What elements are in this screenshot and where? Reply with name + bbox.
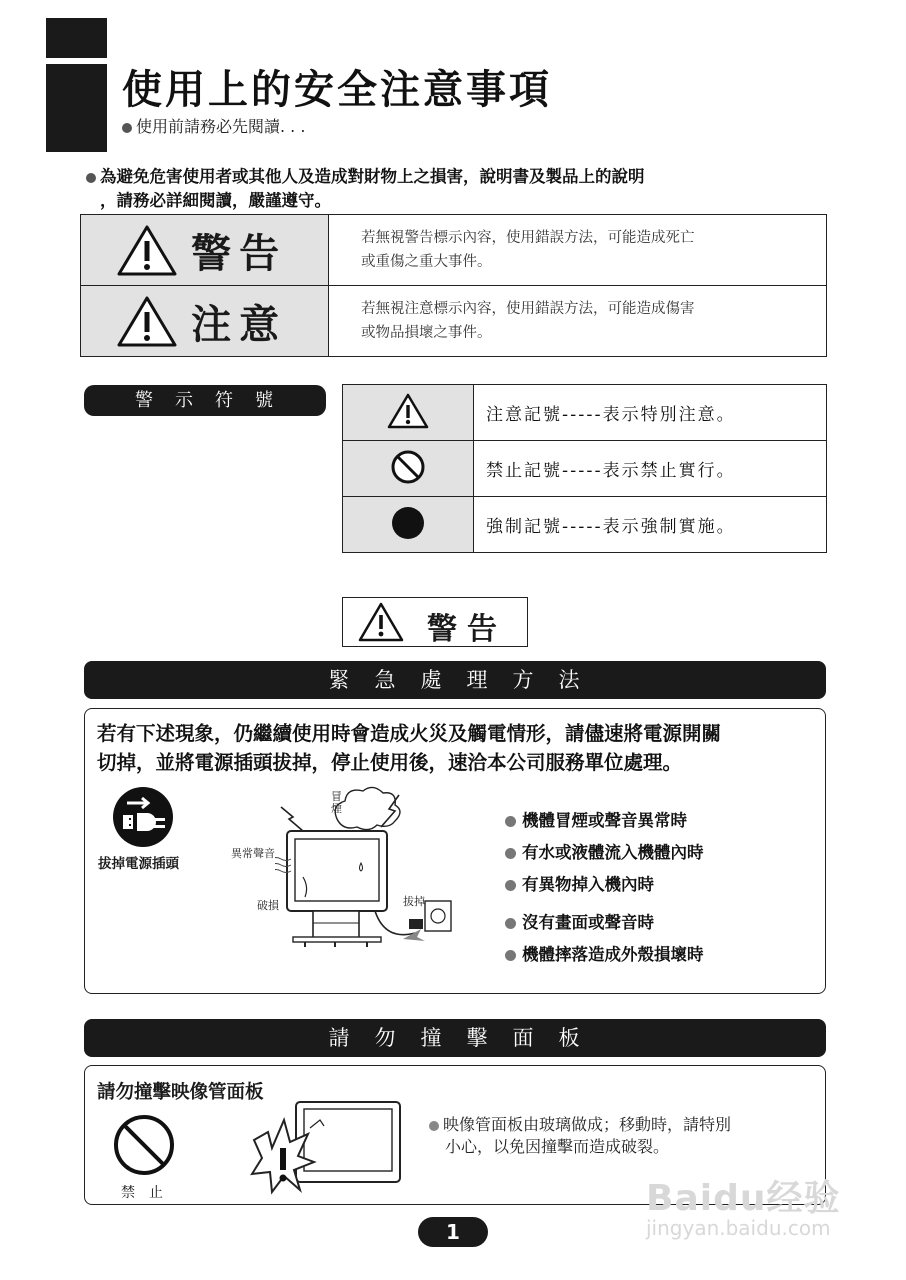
- level-row-caution: [81, 286, 827, 357]
- page-title: 使用上的安全注意事項: [122, 67, 552, 113]
- bullet-icon: [505, 848, 516, 859]
- emergency-instructions: 若有下述現象，仍繼續使用時會造成火災及觸電情形，請儘速將電源開關 切掉，並將電源插頭拔掉，停止使用後，速洽本公司服務單位處理。: [97, 722, 722, 774]
- tv-noise-label: 異常聲音: [231, 847, 275, 860]
- tv-damage-label: 破損: [257, 899, 279, 912]
- intro-text: [86, 165, 645, 213]
- unplug-label: 拔掉電源插頭: [98, 856, 179, 872]
- level-row-warning: [81, 215, 827, 286]
- symbols-table: [342, 384, 827, 553]
- symbols-heading: 警 示 符 號: [84, 385, 326, 416]
- page-number: 1: [418, 1217, 488, 1247]
- bullet-icon: [505, 880, 516, 891]
- warning-badge: [342, 597, 528, 647]
- level-label-cell: [81, 286, 329, 357]
- emergency-heading: 緊 急 處 理 方 法: [84, 661, 826, 699]
- symbol-description: 禁止記號-----表示禁止實行。: [474, 441, 827, 497]
- level-label-cell: [81, 215, 329, 286]
- warning-triangle-icon: [386, 392, 430, 430]
- header-tab-bar: [46, 64, 107, 152]
- panel-heading: 請 勿 撞 擊 面 板: [84, 1019, 826, 1057]
- page-subtitle: [122, 114, 305, 137]
- warning-levels-table: [80, 214, 827, 357]
- watermark-url: jingyan.baidu.com: [646, 1216, 831, 1240]
- tv-unplug-label: 拔掉: [403, 895, 425, 908]
- watermark-brand: Baidu经验: [646, 1178, 841, 1219]
- level-label: 警告: [191, 230, 288, 277]
- bullet-icon: [429, 1121, 439, 1131]
- level-label: 注意: [191, 301, 288, 348]
- warning-badge-label: 警告: [427, 612, 507, 647]
- panel-note: 映像管面板由玻璃做成；移動時，請特別 小心，以免因撞擊而造成破裂。: [429, 1114, 731, 1158]
- symbol-description: 強制記號-----表示強制實施。: [474, 497, 827, 553]
- symbol-row: [343, 385, 827, 441]
- warning-triangle-icon: [116, 223, 178, 277]
- list-item: 有水或液體流入機體內時: [505, 839, 704, 863]
- prohibition-icon: [111, 1112, 177, 1178]
- list-item: 機體摔落造成外殼損壞時: [505, 941, 704, 965]
- list-item: 沒有畫面或聲音時: [505, 909, 704, 933]
- symbol-row: [343, 497, 827, 553]
- monitor-impact-illustration: [250, 1100, 410, 1200]
- header-tab-top: [46, 18, 107, 58]
- bullet-icon: [86, 173, 96, 183]
- symptom-list: [505, 807, 704, 973]
- symbol-description: 注意記號-----表示特別注意。: [474, 385, 827, 441]
- tv-hazard-illustration: [275, 779, 465, 949]
- panel-subheading: 請勿撞擊映像管面板: [97, 1082, 264, 1103]
- intro-line-1: 為避免危害使用者或其他人及造成對財物上之損害，說明書及製品上的說明: [86, 165, 645, 189]
- emergency-box: [84, 708, 826, 994]
- symbol-row: [343, 441, 827, 497]
- prohibit-label: 禁 止: [121, 1185, 163, 1201]
- subtitle-text: 使用前請務必先閱讀. . .: [136, 117, 306, 136]
- level-description: 若無視注意標示內容，使用錯誤方法，可能造成傷害 或物品損壞之事件。: [329, 286, 827, 357]
- warning-triangle-icon: [116, 294, 178, 348]
- mandatory-dot-icon: [389, 504, 427, 542]
- warning-triangle-icon: [357, 601, 405, 643]
- tv-smoke-label: 冒煙: [331, 790, 342, 815]
- bullet-icon: [122, 123, 132, 133]
- bullet-icon: [505, 816, 516, 827]
- bullet-icon: [505, 950, 516, 961]
- intro-line-2: ，請務必詳細閱讀，嚴謹遵守。: [100, 191, 331, 210]
- list-item: 機體冒煙或聲音異常時: [505, 807, 704, 831]
- bullet-icon: [505, 918, 516, 929]
- list-item: 有異物掉入機內時: [505, 871, 704, 895]
- unplug-icon: [111, 785, 175, 849]
- prohibition-icon: [389, 448, 427, 486]
- level-description: 若無視警告標示內容，使用錯誤方法，可能造成死亡 或重傷之重大事件。: [329, 215, 827, 286]
